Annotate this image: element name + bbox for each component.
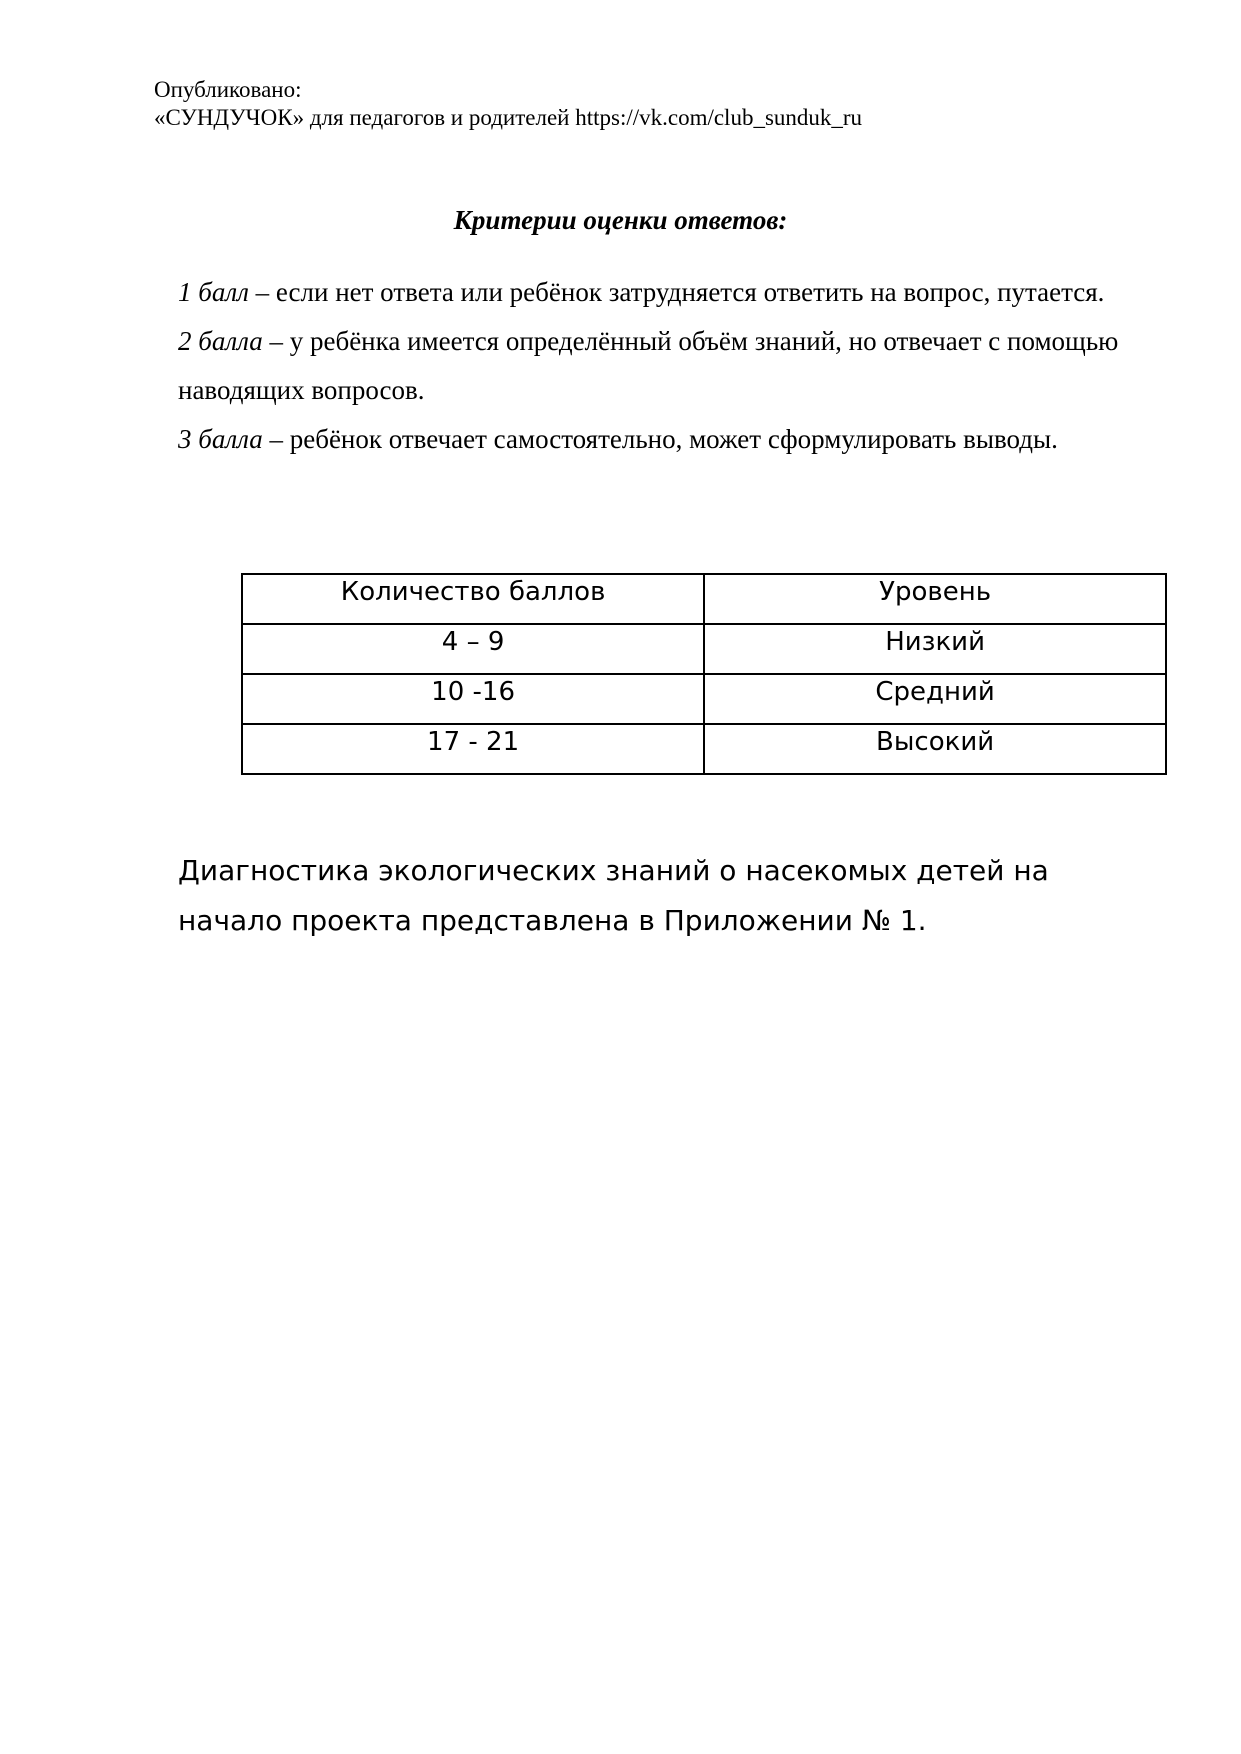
table-row [242,624,1166,674]
criteria-list [178,268,1158,464]
criteria-item [178,268,1158,317]
criteria-score: 3 балла [178,424,263,454]
table-cell: 10 -16 [242,674,704,724]
table-cell: Высокий [704,724,1166,774]
criteria-item [178,317,1158,415]
criteria-title: Критерии оценки ответов: [453,205,788,235]
table-cell: Низкий [704,624,1166,674]
table-row [242,724,1166,774]
publication-header [154,76,862,132]
criteria-score: 2 балла [178,326,263,356]
criteria-description: – ребёнок отвечает самостоятельно, может сформулировать выводы. [262,424,1058,454]
score-level-table [241,573,1167,775]
table-header-row [242,574,1166,624]
criteria-description: – если нет ответа или ребёнок затрудняется ответить на вопрос, путается. [248,277,1105,307]
table-header-cell: Уровень [704,574,1166,624]
table-cell: 17 - 21 [242,724,704,774]
table-header-cell: Количество баллов [242,574,704,624]
criteria-description: – у ребёнка имеется определённый объём знаний, но отвечает с помощью наводящих вопросов. [178,326,1119,405]
table-cell: 4 – 9 [242,624,704,674]
conclusion-paragraph: Диагностика экологических знаний о насекомых детей на начало проекта представлена в Приложении № 1. [178,854,1049,937]
table-cell: Средний [704,674,1166,724]
header-published-label: Опубликовано: [154,77,302,102]
criteria-score: 1 балл [178,277,249,307]
header-source-line: «СУНДУЧОК» для педагогов и родителей https://vk.com/club_sunduk_ru [154,105,863,130]
table-row [242,674,1166,724]
criteria-item [178,415,1158,464]
